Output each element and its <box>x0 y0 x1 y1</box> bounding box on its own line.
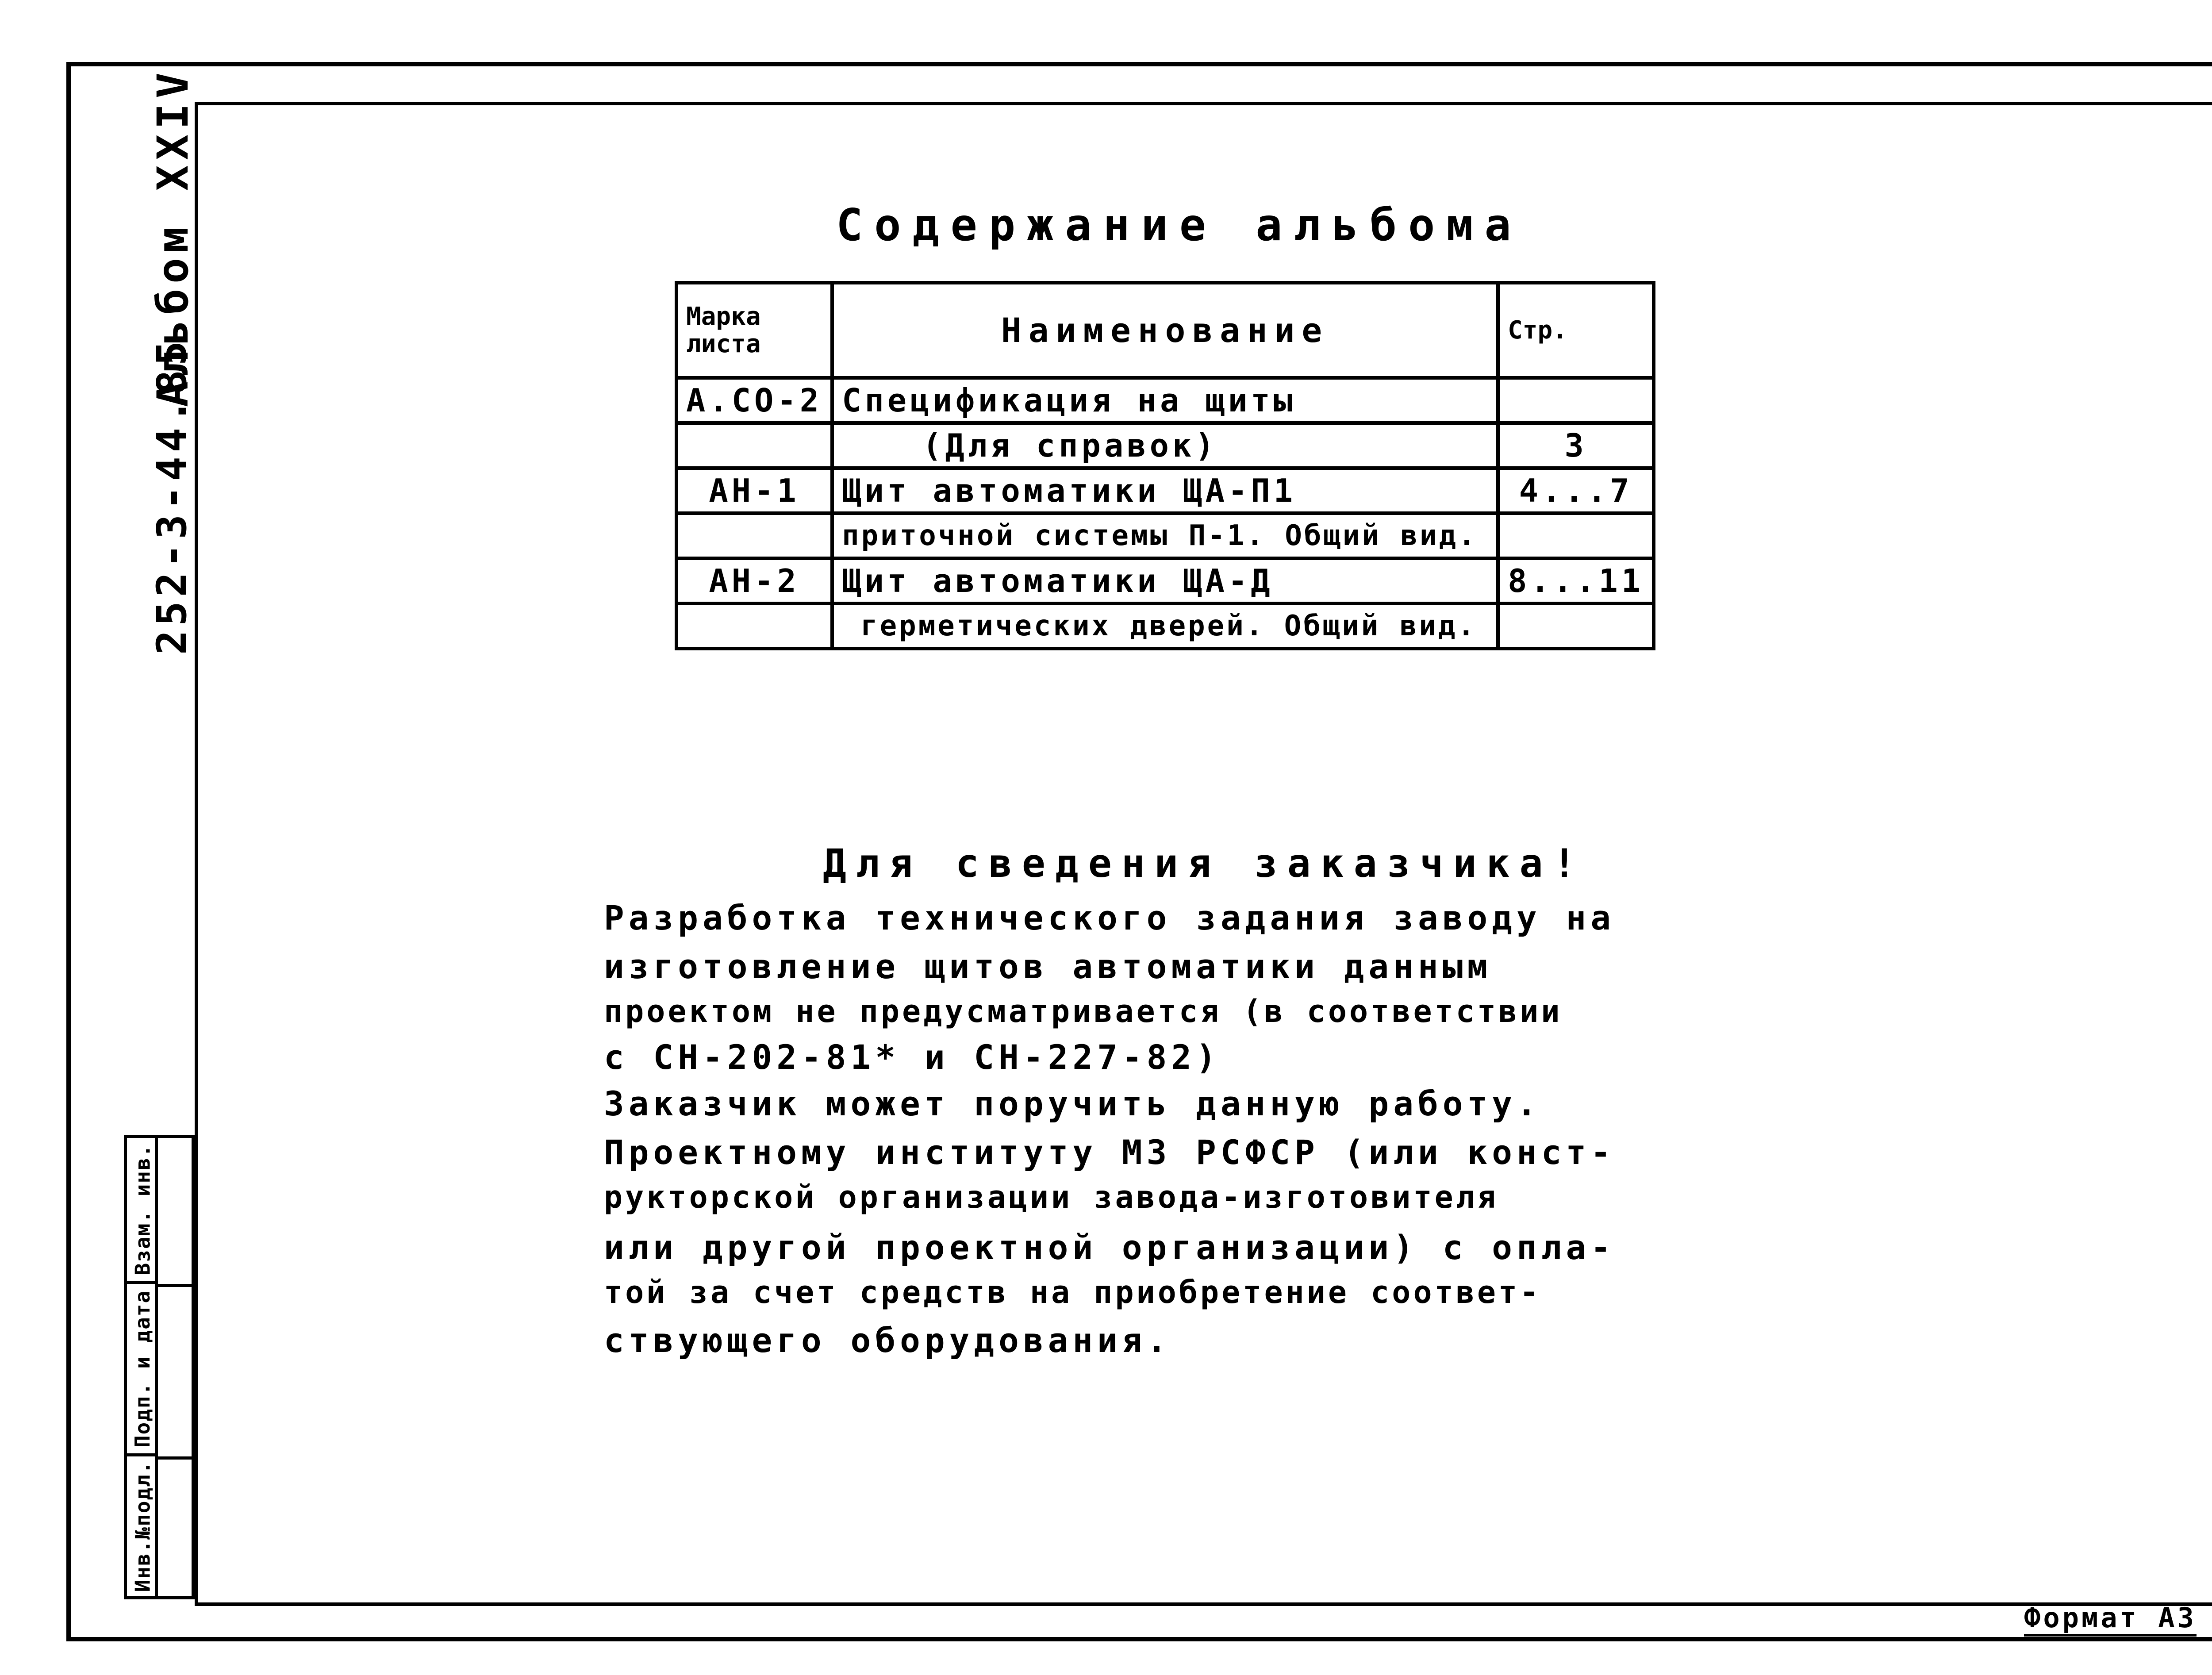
table-row <box>676 378 1654 423</box>
row-mark: АН-1 <box>676 468 832 513</box>
format-label: Формат А3 <box>2024 1602 2197 1637</box>
row-page: 4...7 <box>1498 468 1654 513</box>
sign-date-cell <box>127 1284 158 1456</box>
note-line: с СН-202-81* и СН-227-82) <box>604 1037 1221 1077</box>
header-name: Наименование <box>832 283 1498 378</box>
header-mark-line-2: листа <box>686 329 761 358</box>
row-page: 8...11 <box>1498 558 1654 603</box>
table-header-row <box>676 283 1654 378</box>
row-name: Щит автоматики ЩА-Д <box>832 558 1498 603</box>
note-line: Разработка технического задания заводу на <box>604 898 1615 937</box>
page-title: Содержание альбома <box>836 199 1523 251</box>
sign-date-label: Подп. и дата <box>131 1290 154 1448</box>
album-label: Альбом XXIV <box>148 67 198 407</box>
row-name: Спецификация на щиты <box>832 378 1498 423</box>
table-row <box>676 558 1654 603</box>
header-mark-line-1: Марка <box>686 302 761 331</box>
row-name: герметических дверей. Общий вид. <box>832 603 1498 649</box>
binding-divider-1 <box>158 1284 195 1287</box>
header-page: Стр. <box>1498 283 1654 378</box>
row-name: приточной системы П-1. Общий вид. <box>832 513 1498 558</box>
header-mark <box>676 283 832 378</box>
row-page <box>1498 603 1654 649</box>
row-mark: АН-2 <box>676 558 832 603</box>
table-row <box>676 468 1654 513</box>
note-line: Проектному институту МЗ РСФСР (или конст- <box>604 1133 1615 1172</box>
inv-original-cell <box>127 1456 158 1596</box>
replace-inv-label: Взам. инв. <box>131 1144 155 1275</box>
table-row <box>676 603 1654 649</box>
row-mark <box>676 423 832 468</box>
project-code-label: 252-3-44.85 <box>148 336 196 655</box>
note-line: изготовление щитов автоматики данным <box>604 947 1492 986</box>
binding-label-column <box>127 1138 158 1596</box>
row-page <box>1498 378 1654 423</box>
note-line: или другой проектной организации) с опла- <box>604 1228 1615 1267</box>
replace-inv-cell <box>127 1138 158 1284</box>
row-page <box>1498 513 1654 558</box>
row-name: Щит автоматики ЩА-П1 <box>832 468 1498 513</box>
table-row <box>676 423 1654 468</box>
binding-strip <box>124 1135 195 1599</box>
row-page: 3 <box>1498 423 1654 468</box>
note-heading: Для сведения заказчика! <box>823 841 1586 886</box>
note-line: проектом не предусматривается (в соответствии <box>604 993 1563 1030</box>
note-line: той за счет средств на приобретение соответ- <box>604 1274 1541 1310</box>
row-mark: А.СО-2 <box>676 378 832 423</box>
row-mark <box>676 513 832 558</box>
note-line: ствующего оборудования. <box>604 1321 1171 1360</box>
contents-table <box>675 281 1655 650</box>
row-name: (Для справок) <box>832 423 1498 468</box>
inv-original-label: Инв.№подл. <box>131 1460 155 1592</box>
note-line: рукторской организации завода-изготовителя <box>604 1179 1499 1215</box>
row-mark <box>676 603 832 649</box>
note-line: Заказчик может поручить данную работу. <box>604 1084 1541 1123</box>
table-row <box>676 513 1654 558</box>
binding-divider-2 <box>158 1456 195 1460</box>
